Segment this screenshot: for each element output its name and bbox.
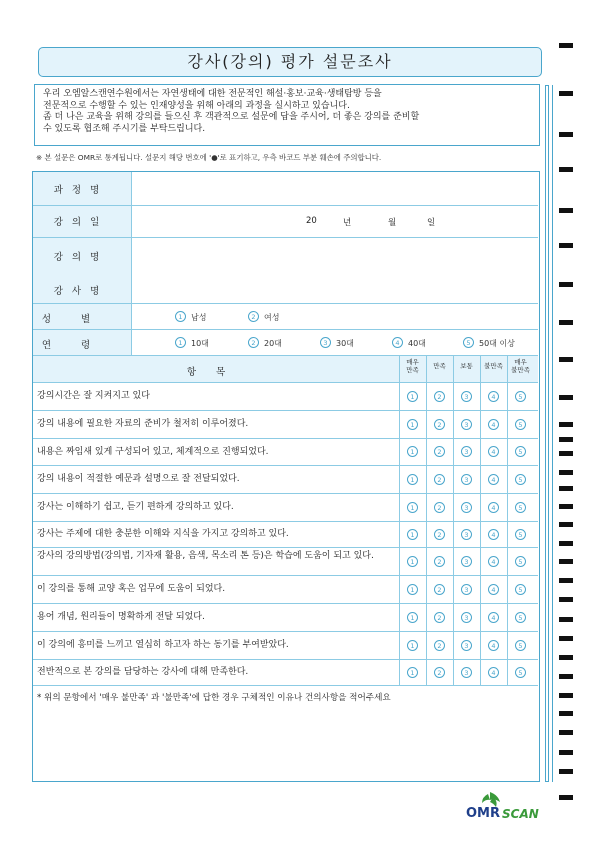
- question-10-option-2-bubble[interactable]: 2: [434, 640, 445, 651]
- timing-mark: [559, 730, 573, 735]
- question-2-option-2-bubble[interactable]: 2: [434, 419, 445, 430]
- question-1-option-2-bubble[interactable]: 2: [434, 391, 445, 402]
- question-2-option-4-bubble[interactable]: 4: [488, 419, 499, 430]
- question-4-option-5-bubble[interactable]: 5: [515, 474, 526, 485]
- question-1-option-1-bubble[interactable]: 1: [407, 391, 418, 402]
- gender-option-2-bubble[interactable]: 2: [248, 311, 259, 322]
- timing-mark: [559, 693, 573, 698]
- age-option-2-label: 20대: [264, 339, 282, 348]
- question-8-option-5-bubble[interactable]: 5: [515, 584, 526, 595]
- course-label: 과정명: [53, 185, 109, 196]
- timing-mark: [559, 559, 573, 564]
- timing-mark: [559, 167, 573, 172]
- question-3-text: 내용은 짜임새 있게 구성되어 있고, 체계적으로 진행되었다.: [37, 446, 269, 457]
- age-option-1-bubble[interactable]: 1: [175, 337, 186, 348]
- question-8-option-4-bubble[interactable]: 4: [488, 584, 499, 595]
- question-11-text: 전반적으로 본 강의를 담당하는 강사에 대해 만족한다.: [37, 667, 249, 677]
- timing-mark: [559, 320, 573, 325]
- timing-mark: [559, 750, 573, 755]
- question-5-option-1-bubble[interactable]: 1: [407, 502, 418, 513]
- question-11-option-5-bubble[interactable]: 5: [515, 667, 526, 678]
- question-8-option-3-bubble[interactable]: 3: [461, 584, 472, 595]
- timing-mark: [559, 437, 573, 442]
- timing-mark: [559, 91, 573, 96]
- question-5-option-2-bubble[interactable]: 2: [434, 502, 445, 513]
- omr-notice: ※ 본 설문은 OMR로 통계됩니다. 설문지 해당 번호에 '●'로 표기하고, 우측 바코드 부분 훼손에 주의합니다.: [36, 153, 382, 162]
- timing-mark: [559, 504, 573, 509]
- intro-line-3: 좀 더 나은 교육을 위해 강의를 들으신 후 객관적으로 설문에 답을 주시어, 더 좋은 강의를 준비할: [43, 112, 420, 122]
- intro-line-1: 우리 오엠알스캔연수원에서는 자연생태에 대한 전문적인 해설·홍보·교육·생태탐방 등을: [43, 89, 382, 99]
- question-6-option-5-bubble[interactable]: 5: [515, 529, 526, 540]
- question-4-option-2-bubble[interactable]: 2: [434, 474, 445, 485]
- scale-header-3: 보통: [460, 362, 473, 370]
- age-label: 연령: [41, 340, 121, 351]
- gender-option-1-label: 남성: [191, 313, 207, 322]
- question-1-option-5-bubble[interactable]: 5: [515, 391, 526, 402]
- question-5-option-3-bubble[interactable]: 3: [461, 502, 472, 513]
- timing-mark: [559, 617, 573, 622]
- question-8-text: 이 강의를 통해 교양 혹은 업무에 도움이 되었다.: [37, 584, 226, 594]
- question-2-option-3-bubble[interactable]: 3: [461, 419, 472, 430]
- timing-mark: [559, 470, 573, 475]
- question-11-option-3-bubble[interactable]: 3: [461, 667, 472, 678]
- scale-header-2: 만족: [433, 362, 446, 370]
- omrscan-logo: [464, 790, 544, 822]
- question-7-option-2-bubble[interactable]: 2: [434, 556, 445, 567]
- question-6-option-2-bubble[interactable]: 2: [434, 529, 445, 540]
- scale-header-1: 매우 만족: [406, 358, 419, 374]
- comment-area[interactable]: [37, 705, 533, 777]
- question-9-text: 용어 개념, 원리들이 명확하게 전달 되었다.: [37, 612, 205, 622]
- question-8-option-2-bubble[interactable]: 2: [434, 584, 445, 595]
- question-10-option-1-bubble[interactable]: 1: [407, 640, 418, 651]
- age-option-3-bubble[interactable]: 3: [320, 337, 331, 348]
- age-option-5-label: 50대 이상: [479, 339, 515, 348]
- timing-mark: [559, 597, 573, 602]
- age-option-2-bubble[interactable]: 2: [248, 337, 259, 348]
- timing-mark: [559, 43, 573, 48]
- question-11-option-1-bubble[interactable]: 1: [407, 667, 418, 678]
- question-3-option-4-bubble[interactable]: 4: [488, 446, 499, 457]
- timing-mark: [559, 208, 573, 213]
- age-option-4-bubble[interactable]: 4: [392, 337, 403, 348]
- question-1-option-4-bubble[interactable]: 4: [488, 391, 499, 402]
- question-4-option-3-bubble[interactable]: 3: [461, 474, 472, 485]
- scale-header-4: 불만족: [484, 362, 503, 370]
- question-6-option-1-bubble[interactable]: 1: [407, 529, 418, 540]
- gender-label: 성별: [41, 314, 121, 325]
- question-3-option-1-bubble[interactable]: 1: [407, 446, 418, 457]
- age-option-5-bubble[interactable]: 5: [463, 337, 474, 348]
- question-3-option-3-bubble[interactable]: 3: [461, 446, 472, 457]
- intro-line-4: 수 있도록 협조해 주시기를 부탁드립니다.: [43, 123, 206, 134]
- course-field[interactable]: [133, 182, 533, 196]
- question-6-option-3-bubble[interactable]: 3: [461, 529, 472, 540]
- question-10-option-5-bubble[interactable]: 5: [515, 640, 526, 651]
- question-3-option-2-bubble[interactable]: 2: [434, 446, 445, 457]
- timing-mark: [559, 795, 573, 800]
- question-7-option-4-bubble[interactable]: 4: [488, 556, 499, 567]
- date-year: 20: [306, 216, 317, 226]
- page-title: 강사(강의) 평가 설문조사: [38, 47, 542, 77]
- question-7-option-5-bubble[interactable]: 5: [515, 556, 526, 567]
- logo-text-omr: OMR: [466, 806, 500, 821]
- question-7-option-3-bubble[interactable]: 3: [461, 556, 472, 567]
- items-header-label: 항목: [186, 367, 246, 378]
- intro-line-2: 전문적으로 수행할 수 있는 인재양성을 위해 아래의 과정을 실시하고 있습니다.: [43, 100, 350, 111]
- question-7-text: 강사의 강의방법(강의법, 기자재 활용, 음색, 목소리 톤 등)은 학습에 도움이 되고 있다.: [37, 551, 374, 561]
- barcode-rail: [545, 85, 549, 782]
- question-2-option-5-bubble[interactable]: 5: [515, 419, 526, 430]
- question-5-option-4-bubble[interactable]: 4: [488, 502, 499, 513]
- question-7-option-1-bubble[interactable]: 1: [407, 556, 418, 567]
- instructor-label: 강사명: [53, 286, 109, 297]
- date-month-unit: 월: [388, 218, 397, 228]
- question-10-option-3-bubble[interactable]: 3: [461, 640, 472, 651]
- logo-text-scan: SCAN: [502, 807, 539, 821]
- question-1-option-3-bubble[interactable]: 3: [461, 391, 472, 402]
- timing-mark: [559, 243, 573, 248]
- scale-header-5: 매우 불만족: [511, 358, 530, 374]
- date-year-unit: 년: [343, 218, 352, 228]
- question-2-text: 강의 내용에 필요한 자료의 준비가 철저히 이루어졌다.: [37, 419, 249, 429]
- question-4-option-4-bubble[interactable]: 4: [488, 474, 499, 485]
- date-label: 강의일: [53, 217, 109, 228]
- gender-option-1-bubble[interactable]: 1: [175, 311, 186, 322]
- question-6-text: 강사는 주제에 대한 충분한 이해와 지식을 가지고 강의하고 있다.: [37, 529, 289, 539]
- question-8-option-1-bubble[interactable]: 1: [407, 584, 418, 595]
- age-option-3-label: 30대: [336, 339, 354, 348]
- timing-mark: [559, 655, 573, 660]
- timing-mark: [559, 132, 573, 137]
- question-9-option-5-bubble[interactable]: 5: [515, 612, 526, 623]
- date-day-unit: 일: [427, 218, 436, 228]
- question-1-text: 강의시간은 잘 지켜지고 있다: [37, 391, 150, 401]
- lecture-label: 강의명: [53, 252, 109, 263]
- timing-mark: [559, 357, 573, 362]
- gender-option-2-label: 여성: [264, 313, 280, 322]
- timing-mark: [559, 486, 573, 491]
- question-4-option-1-bubble[interactable]: 1: [407, 474, 418, 485]
- question-11-option-2-bubble[interactable]: 2: [434, 667, 445, 678]
- question-4-text: 강의 내용이 적절한 예문과 설명으로 잘 전달되었다.: [37, 474, 240, 484]
- question-9-option-2-bubble[interactable]: 2: [434, 612, 445, 623]
- timing-mark: [559, 769, 573, 774]
- survey-form: [32, 171, 540, 782]
- timing-mark: [559, 636, 573, 641]
- question-5-option-5-bubble[interactable]: 5: [515, 502, 526, 513]
- question-9-option-4-bubble[interactable]: 4: [488, 612, 499, 623]
- timing-mark: [559, 674, 573, 679]
- timing-mark: [559, 578, 573, 583]
- info-label-column: [33, 172, 131, 355]
- barcode-rail-line: [552, 85, 553, 782]
- timing-mark: [559, 711, 573, 716]
- question-11-option-4-bubble[interactable]: 4: [488, 667, 499, 678]
- timing-mark: [559, 522, 573, 527]
- question-6-option-4-bubble[interactable]: 4: [488, 529, 499, 540]
- comment-prompt: * 위의 문항에서 '매우 불만족' 과 '불만족'에 답한 경우 구체적인 이유나 건의사항을 적어주세요: [37, 693, 391, 703]
- timing-mark: [559, 451, 573, 456]
- timing-mark: [559, 395, 573, 400]
- question-10-text: 이 강의에 흥미를 느끼고 열심히 하고자 하는 동기를 부여받았다.: [37, 640, 289, 650]
- question-3-option-5-bubble[interactable]: 5: [515, 446, 526, 457]
- timing-mark: [559, 541, 573, 546]
- timing-mark: [559, 422, 573, 427]
- question-9-option-1-bubble[interactable]: 1: [407, 612, 418, 623]
- question-5-text: 강사는 이해하기 쉽고, 듣기 편하게 강의하고 있다.: [37, 502, 234, 512]
- age-option-4-label: 40대: [408, 339, 426, 348]
- question-10-option-4-bubble[interactable]: 4: [488, 640, 499, 651]
- intro-text: [34, 84, 540, 146]
- age-option-1-label: 10대: [191, 339, 209, 348]
- timing-mark: [559, 282, 573, 287]
- question-9-option-3-bubble[interactable]: 3: [461, 612, 472, 623]
- question-2-option-1-bubble[interactable]: 1: [407, 419, 418, 430]
